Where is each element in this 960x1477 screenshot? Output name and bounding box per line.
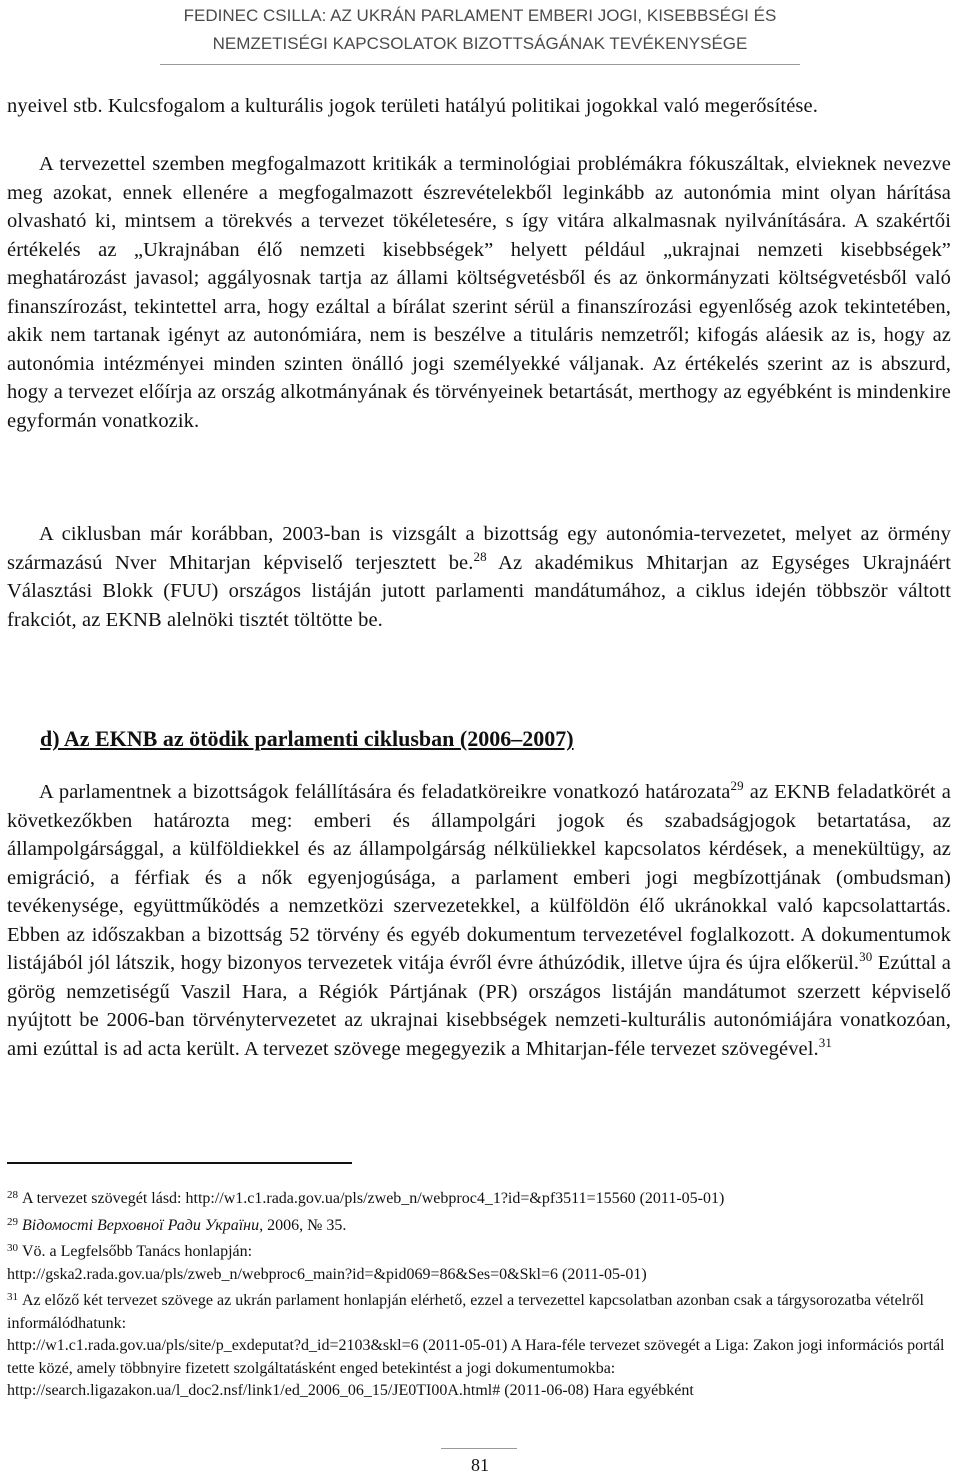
footnote-29 xyxy=(7,1211,951,1238)
footnote-ref-30[interactable]: 30 xyxy=(859,949,873,964)
footnote-separator xyxy=(7,1162,352,1164)
paragraph-text: A parlamentnek a bizottságok felállítására és feladatköreikre vonatkozó határozata xyxy=(39,781,731,803)
footnote-number: 31 xyxy=(7,1291,18,1303)
footnote-source-title: Відомості Верховної Ради України, xyxy=(22,1216,264,1234)
footnotes xyxy=(7,1184,951,1403)
header-divider xyxy=(160,64,800,65)
footnote-ref-31[interactable]: 31 xyxy=(818,1034,832,1050)
footnote-ref-29[interactable]: 29 xyxy=(730,778,744,793)
footnote-number: 28 xyxy=(7,1189,18,1201)
footnote-ref-28[interactable]: 28 xyxy=(473,548,487,564)
page-number-divider xyxy=(441,1448,517,1449)
footnote-30 xyxy=(7,1237,951,1264)
footnote-31 xyxy=(7,1286,951,1335)
footnote-text: A tervezet szövegét lásd: http://w1.c1.rada.gov.ua/pls/zweb_n/webproc4_1?id=&pf3511=15560 (2011-05-01) xyxy=(22,1190,725,1207)
footnote-number: 29 xyxy=(7,1215,18,1228)
footnote-text: Az előző két tervezet szövege az ukrán parlament honlapján elérhető, ezzel a tervezettel kapcsolatban azonban csak a tárgysorozatba vételről informálódhatunk: xyxy=(7,1292,924,1332)
paragraph-criticism: A tervezettel szemben megfogalmazott kritikák a terminológiai problémákra fókuszáltak, elvieknek nevezve meg azokat, ennek ellenére a megfogalmazott észrevételekből leginkább az autonómia mint olyan hárítása olvasható ki, mintsem a törekvés a tervezet tökéletesére, s így vitára alkalmasnak nyilvánítására. A szakértői értékelés az „Ukrajnában élő nemzeti kisebbségek” helyett például „ukrajnai nemzeti kisebbségek” meghatározást javasol; aggályosnak tartja az állami költségvetésből és az önkormányzati költségvetésből való finanszírozást, tekintettel arra, hogy ezáltal a bírálat szerint sérül a finanszírozási egyenlőség azok tekintetében, akik nem tartanak igényt az autonómiára, nem is beszélve a tituláris nemzetről; kifogás aláesik az is, hogy az autonómia intézményei minden szinten önálló jogi személyekké váljanak. Az értékelés szerint az is abszurd, hogy a tervezet előírja az ország alkotmányának és törvényeinek betartását, merthogy az egyébként is mindenkire egyformán vonatkozik. xyxy=(7,153,951,432)
section-heading: d) Az EKNB az ötödik parlamenti ciklusban (2006–2007) xyxy=(40,726,574,751)
paragraph-text: A ciklusban már korábban, 2003-ban is vizsgált a bizottság egy autonómia-tervezetet, melyet az örmény származású Nver Mhitarjan képviselő terjesztett be. xyxy=(7,523,951,574)
footnote-28 xyxy=(7,1184,951,1211)
footnote-number: 30 xyxy=(7,1242,18,1254)
running-header xyxy=(0,2,960,58)
paragraph-mhitarjan xyxy=(7,520,951,634)
paragraph-text: Az akadémikus Mhitarjan az Egységes Ukrajnáért Választási Blokk (FUU) országos listáján jutott parlamenti mandátumához, a ciklus idején többször váltott frakciót, az EKNB alelnöki tisztét töltötte be. xyxy=(7,551,951,631)
running-header-line-1: FEDINEC CSILLA: AZ UKRÁN PARLAMENT EMBERI JOGI, KISEBBSÉGI ÉS xyxy=(183,6,777,25)
paragraph-text: Ezúttal a görög nemzetiségű Vaszil Hara, a Régiók Pártjának (PR) országos listáján mandátumot szerzett képviselő nyújtott be 2006-ban törvénytervezetet az ukrajnai kisebbségek nemzeti-kulturális autonómiájára vonatkozóan, ami ezúttal is ad acta került. A tervezet szövege megegyezik a Mhitarjan-féle tervezet szövegével. xyxy=(7,952,952,1060)
paragraph-fifth-cycle xyxy=(7,778,951,1063)
running-header-line-2: NEMZETISÉGI KAPCSOLATOK BIZOTTSÁGÁNAK TEVÉKENYSÉGE xyxy=(212,34,748,53)
footnote-31-continued: http://w1.c1.rada.gov.ua/pls/site/p_exdeputat?d_id=2103&skl=6 (2011-05-01) A Hara-féle tervezet szövegét a Liga: Zakon jogi információs portál tette közé, amely többnyire fizetett szolgáltatásként enged betekintést a jogi dokumentumokba: xyxy=(7,1337,945,1377)
paragraph-text: az EKNB feladatkörét a következőkben határozta meg: emberi és állampolgári jogok és szabadságjogok betartatása, az állampolgársággal, a külföldiekkel és az állampolgárság nélküliekkel kapcsolatos kérdések, a menekültügy, az emigráció, a férfiak és a nők egyenjogúsága, a parlament emberi jogi megbízottjának (ombudsman) tevékenysége, együttműködés a nemzetközi szervezetekkel, a külföldön élő ukránokkal való kapcsolattartás. Ebben az időszakban a bizottság 52 törvény és egyéb dokumentum tervezetével foglalkozott. A dokumentumok listájából jól látszik, hogy bizonyos tervezetek vitája évről évre áthúzódik, illetve újra és újra előkerül. xyxy=(7,781,951,974)
footnote-text: Vö. a Legfelsőbb Tanács honlapján: xyxy=(22,1243,253,1260)
footnote-text: 2006, № 35. xyxy=(263,1216,347,1234)
paragraph-continuation: nyeivel stb. Kulcsfogalom a kulturális jogok területi hatályú politikai jogokkal való megerősítése. xyxy=(7,95,818,117)
page-number: 81 xyxy=(471,1455,489,1475)
footnote-30-link: http://gska2.rada.gov.ua/pls/zweb_n/webproc6_main?id=&pid069=86&Ses=0&Skl=6 (2011-05-01) xyxy=(7,1265,647,1283)
footnote-31-link: http://search.ligazakon.ua/l_doc2.nsf/link1/ed_2006_06_15/JE0TI00A.html# (2011-06-08) Hara egyébként xyxy=(7,1382,694,1399)
